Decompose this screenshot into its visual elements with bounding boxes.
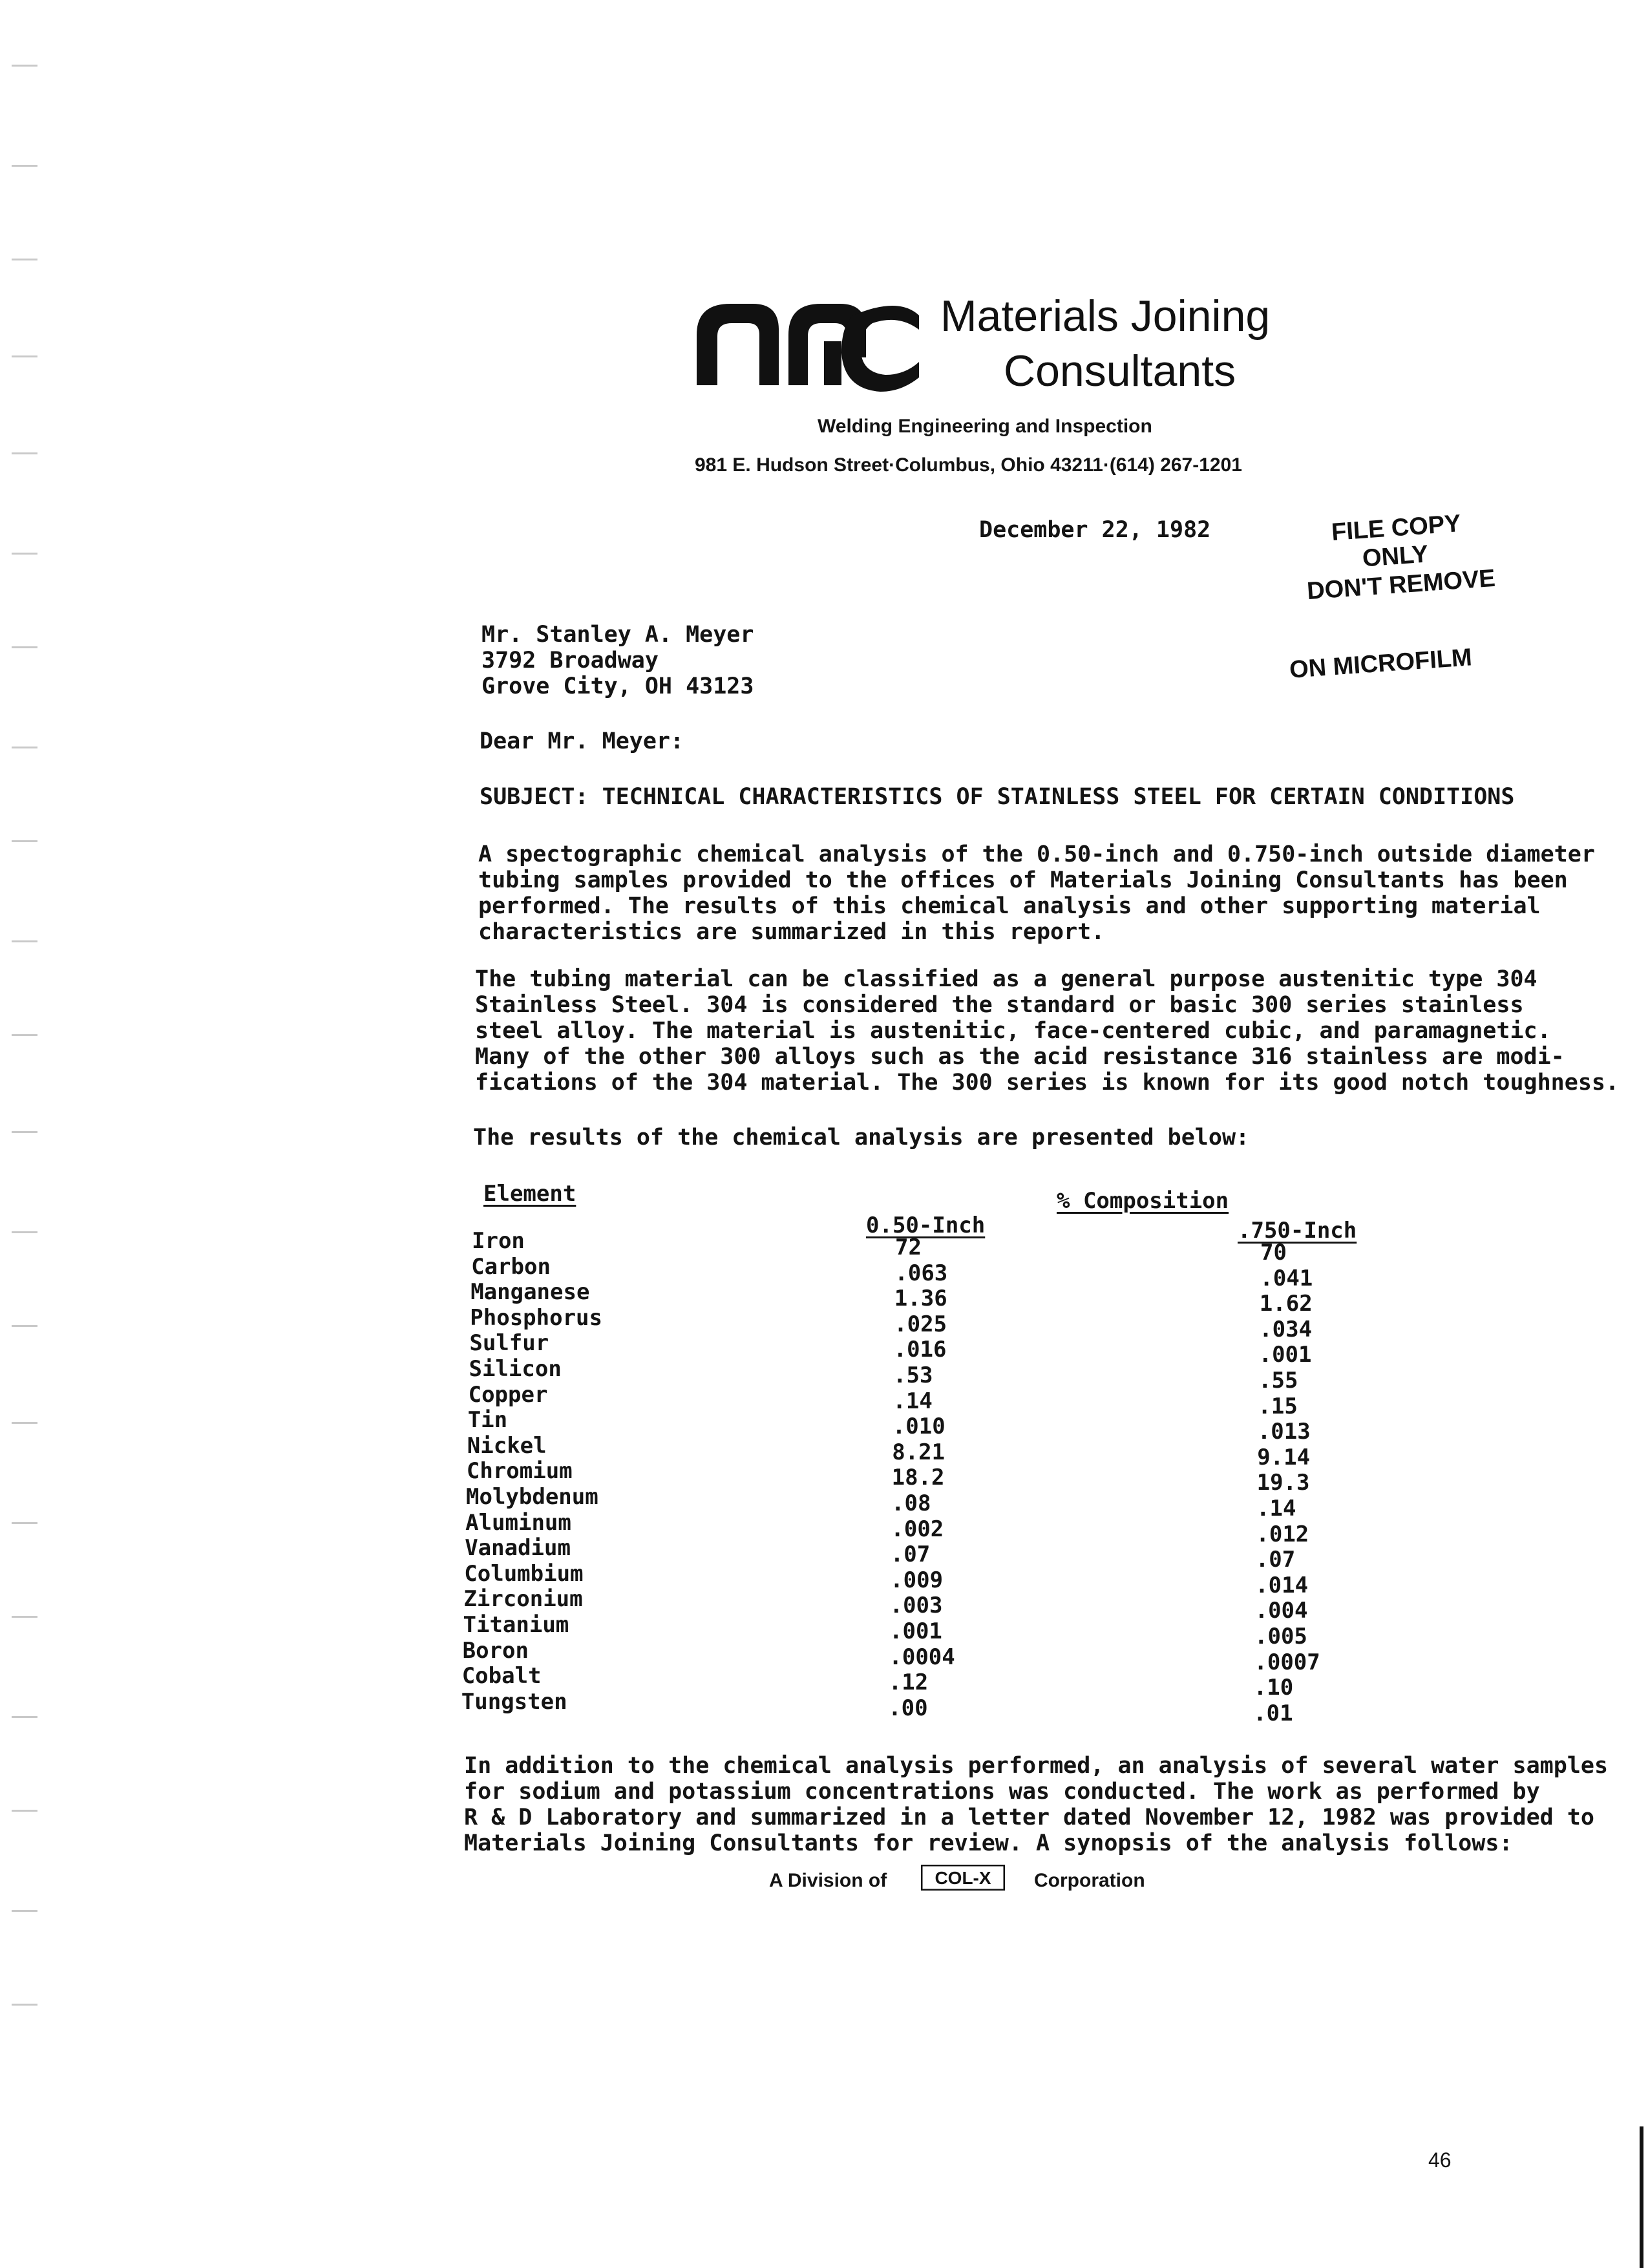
body-paragraph — [478, 842, 1595, 945]
paragraph-line: steel alloy. The material is austenitic, face-centered cubic, and paramagnetic. — [475, 1018, 1551, 1044]
composition-0750-cell: .012 — [1256, 1521, 1309, 1547]
composition-0750-cell: .034 — [1259, 1316, 1313, 1342]
paragraph-line: The tubing material can be classified as a general purpose austenitic type 304 — [475, 966, 1537, 992]
company-tagline: Welding Engineering and Inspection — [818, 416, 1152, 437]
composition-0750-cell: 1.62 — [1259, 1291, 1313, 1317]
paragraph-line: In addition to the chemical analysis performed, an analysis of several water samples — [464, 1753, 1609, 1779]
composition-0750-cell: .10 — [1253, 1675, 1294, 1701]
paragraph-line: for sodium and potassium concentrations was conducted. The work as performed by — [464, 1779, 1540, 1805]
element-column-header: Element — [483, 1181, 576, 1207]
composition-group-header: % Composition — [1057, 1188, 1229, 1214]
element-name-cell: Copper — [468, 1381, 548, 1408]
paragraph-line: performed. The results of this chemical analysis and other supporting material — [478, 893, 1541, 919]
composition-050-cell: 18.2 — [891, 1465, 945, 1491]
paragraph-line: Many of the other 300 alloys such as the acid resistance 316 stainless are modi- — [475, 1044, 1565, 1070]
element-name-cell: Manganese — [470, 1279, 590, 1306]
composition-0750-cell: 9.14 — [1257, 1444, 1311, 1470]
paragraph-line: fications of the 304 material. The 300 series is known for its good notch toughness. — [475, 1070, 1620, 1096]
composition-050-cell: 72 — [895, 1235, 922, 1260]
composition-0750-cell: .014 — [1255, 1572, 1309, 1598]
composition-050-cell: .08 — [891, 1490, 931, 1516]
paragraph-line: tubing samples provided to the offices of Materials Joining Consultants has been — [478, 867, 1568, 893]
composition-0750-cell: .001 — [1258, 1342, 1312, 1368]
element-name-cell: Tin — [467, 1407, 508, 1434]
composition-050-cell: .003 — [889, 1593, 943, 1619]
recipient-line: 3792 Broadway — [481, 648, 659, 673]
composition-050-cell: .009 — [890, 1567, 944, 1593]
body-paragraph — [473, 1125, 1585, 1150]
body-paragraph — [475, 966, 1620, 1096]
element-name-cell: Tungsten — [461, 1688, 567, 1715]
paragraph-line: The results of the chemical analysis are presented below: — [473, 1125, 1250, 1150]
composition-0750-cell: 19.3 — [1256, 1470, 1310, 1496]
composition-0750-cell: .07 — [1255, 1547, 1296, 1573]
letter-date: December 22, 1982 — [979, 517, 1211, 543]
file-copy-stamp-line1: FILE COPY — [1330, 510, 1462, 546]
composition-050-cell: 8.21 — [892, 1439, 945, 1465]
composition-050-cell: .00 — [888, 1695, 928, 1721]
composition-0750-cell: .041 — [1260, 1265, 1313, 1291]
element-name-cell: Vanadium — [465, 1535, 571, 1562]
column-header-050: 0.50-Inch — [866, 1213, 986, 1238]
salutation: Dear Mr. Meyer: — [480, 728, 684, 754]
page-number: 46 — [1428, 2148, 1452, 2172]
composition-0750-cell: .55 — [1258, 1368, 1298, 1394]
paragraph-line: R & D Laboratory and summarized in a letter dated November 12, 1982 was provided to — [464, 1805, 1594, 1830]
paragraph-line: characteristics are summarized in this report. — [478, 919, 1105, 945]
element-name-cell: Nickel — [467, 1432, 547, 1459]
element-name-cell: Titanium — [463, 1612, 569, 1638]
microfilm-stamp: ON MICROFILM — [1288, 644, 1473, 684]
paragraph-line: Stainless Steel. 304 is considered the standard or basic 300 series stainless — [475, 992, 1524, 1018]
company-address: 981 E. Hudson Street·Columbus, Ohio 43211·(614) 267-1201 — [695, 454, 1242, 476]
composition-0750-cell: .005 — [1254, 1624, 1307, 1649]
file-copy-stamp-line2: ONLY — [1361, 540, 1430, 573]
composition-050-cell: .001 — [889, 1618, 942, 1644]
composition-0750-cell: 70 — [1260, 1240, 1287, 1266]
element-name-cell: Molybdenum — [466, 1484, 598, 1510]
element-name-cell: Boron — [462, 1637, 529, 1664]
parent-company-logo — [921, 1865, 1005, 1891]
composition-050-cell: .07 — [890, 1542, 931, 1568]
file-copy-stamp-line3: DON'T REMOVE — [1305, 564, 1497, 606]
composition-0750-cell: .0007 — [1254, 1649, 1320, 1675]
composition-050-cell: .53 — [893, 1362, 933, 1388]
division-prefix: A Division of — [769, 1870, 887, 1891]
company-name-line1: Materials Joining — [940, 291, 1271, 341]
recipient-line: Mr. Stanley A. Meyer — [481, 622, 754, 648]
composition-050-cell: .002 — [891, 1516, 944, 1542]
division-suffix: Corporation — [1034, 1870, 1145, 1891]
element-name-cell: Iron — [472, 1228, 525, 1254]
composition-050-cell: .016 — [893, 1337, 947, 1363]
column-header-0750: .750-Inch — [1238, 1218, 1357, 1244]
closing-paragraph — [464, 1753, 1609, 1856]
element-name-cell: Columbium — [464, 1560, 584, 1587]
composition-0750-cell: .15 — [1258, 1393, 1298, 1419]
recipient-line: Grove City, OH 43123 — [481, 673, 754, 699]
composition-050-cell: .063 — [894, 1260, 948, 1286]
composition-0750-cell: .14 — [1256, 1496, 1296, 1521]
company-logo-icon — [692, 290, 924, 393]
scan-edge-bar — [1640, 2126, 1643, 2268]
composition-050-cell: 1.36 — [894, 1286, 947, 1312]
composition-0750-cell: .004 — [1254, 1598, 1308, 1624]
element-name-cell: Zirconium — [463, 1586, 583, 1613]
composition-0750-cell: .01 — [1253, 1700, 1293, 1726]
element-name-cell: Aluminum — [465, 1509, 571, 1536]
composition-0750-cell: .013 — [1257, 1419, 1311, 1445]
element-name-cell: Carbon — [471, 1253, 551, 1280]
element-name-cell: Sulfur — [469, 1330, 549, 1357]
composition-050-cell: .010 — [892, 1414, 945, 1440]
element-name-cell: Chromium — [466, 1458, 573, 1485]
paragraph-line: A spectographic chemical analysis of the 0.50-inch and 0.750-inch outside diameter — [478, 842, 1595, 867]
parent-logo-text: COL-X — [935, 1868, 991, 1888]
paragraph-line: Materials Joining Consultants for review. A synopsis of the analysis follows: — [464, 1830, 1513, 1856]
subject-line: SUBJECT: TECHNICAL CHARACTERISTICS OF STAINLESS STEEL FOR CERTAIN CONDITIONS — [480, 784, 1515, 810]
composition-050-cell: .025 — [894, 1311, 947, 1337]
composition-050-cell: .0004 — [889, 1644, 955, 1670]
element-name-cell: Silicon — [469, 1356, 562, 1382]
company-name-line2: Consultants — [1004, 346, 1236, 396]
element-name-cell: Cobalt — [461, 1663, 542, 1690]
composition-050-cell: .12 — [888, 1669, 929, 1696]
composition-050-cell: .14 — [893, 1388, 933, 1414]
element-name-cell: Phosphorus — [470, 1304, 602, 1331]
